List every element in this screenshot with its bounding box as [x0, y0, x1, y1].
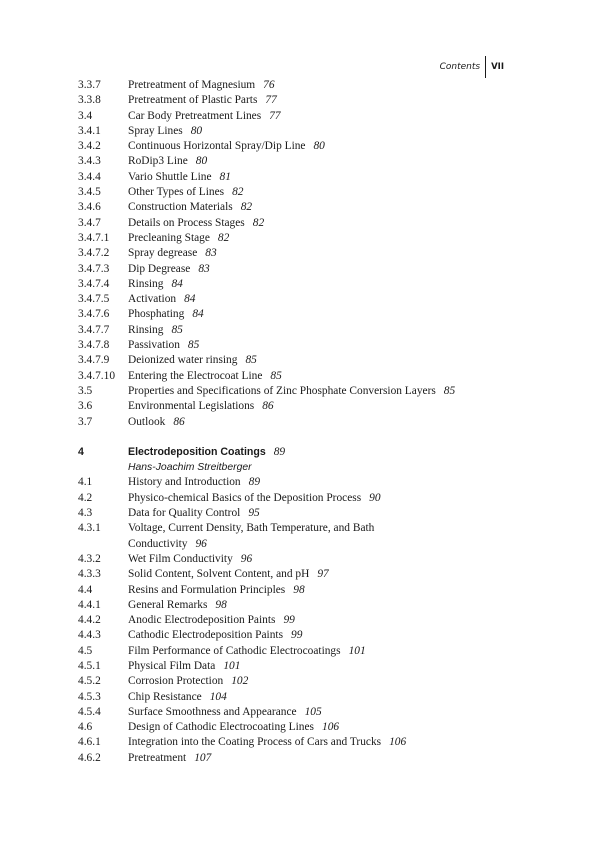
toc-entry-page: 80 [195, 155, 208, 168]
toc-entry[interactable] [78, 93, 548, 108]
toc-entry[interactable] [78, 323, 548, 338]
toc-entry-page: 85 [270, 369, 282, 382]
toc-entry-number: 4.3.3 [78, 568, 101, 581]
toc-entry-number: 3.4.6 [78, 201, 101, 214]
toc-entry-title: Anodic Electrodeposition Paints [128, 614, 276, 627]
header-divider [485, 56, 486, 78]
toc-entry-page: 107 [194, 751, 212, 764]
toc-entry-page: 80 [190, 124, 203, 137]
toc-entry-page: 99 [283, 614, 295, 627]
toc-entry[interactable] [78, 735, 548, 750]
toc-entry[interactable] [78, 659, 548, 674]
toc-entry[interactable] [78, 109, 548, 124]
toc-entry-page: 81 [219, 170, 231, 183]
toc-entry-title: Continuous Horizontal Spray/Dip Line [128, 140, 306, 153]
toc-entry-title: Physical Film Data [128, 659, 216, 672]
toc-entry-title: Deionized water rinsing [128, 354, 238, 367]
table-of-contents [78, 78, 548, 766]
toc-entry[interactable] [78, 491, 548, 506]
toc-entry-page: 82 [240, 201, 253, 214]
toc-entry-number: 3.4.5 [78, 186, 101, 199]
toc-entry[interactable] [78, 231, 548, 246]
toc-entry-title: Wet Film Conductivity [128, 552, 233, 565]
toc-entry-number: 3.4.7.2 [78, 247, 110, 260]
toc-entry-page: 95 [248, 507, 260, 520]
toc-entry-title: Activation [128, 293, 177, 306]
toc-entry[interactable] [78, 567, 548, 582]
toc-entry-title: Design of Cathodic Electrocoating Lines [128, 721, 314, 734]
toc-entry[interactable] [78, 613, 548, 628]
toc-entry-page: 96 [195, 537, 207, 550]
toc-entry-title: Conductivity [128, 537, 188, 550]
toc-entry[interactable] [78, 690, 548, 705]
toc-entry-number: 4.3 [78, 507, 93, 520]
toc-entry-page: 76 [263, 79, 275, 91]
toc-entry-page: 84 [171, 277, 183, 290]
toc-entry[interactable] [78, 751, 548, 766]
toc-entry-number: 4.5.2 [78, 675, 101, 688]
toc-entry-number: 3.4.7.9 [78, 354, 110, 367]
toc-entry[interactable] [78, 139, 548, 154]
toc-entry[interactable] [78, 644, 548, 659]
toc-entry-page: 83 [205, 247, 217, 260]
toc-entry-number: 3.4.4 [78, 170, 101, 183]
running-header [440, 56, 504, 78]
toc-entry-number: 3.6 [78, 400, 93, 413]
toc-entry-number: 3.4.7.8 [78, 339, 110, 352]
toc-entry-page: 80 [313, 140, 325, 153]
toc-entry-title: Voltage, Current Density, Bath Temperature, and Bath [128, 522, 375, 535]
toc-entry-number: 4.4.1 [78, 598, 101, 611]
toc-entry-title: Data for Quality Control [128, 507, 241, 520]
toc-entry-page: 82 [252, 216, 265, 229]
toc-entry-number: 3.4.3 [78, 155, 101, 168]
toc-entry-page: 77 [269, 109, 281, 122]
toc-entry-number: 3.4.7.6 [78, 308, 110, 321]
toc-entry[interactable] [78, 124, 548, 139]
toc-entry-page: 99 [291, 629, 303, 642]
toc-entry-title: History and Introduction [128, 476, 241, 489]
toc-section-chapter-3 [78, 78, 548, 430]
toc-entry-page: 104 [209, 690, 227, 703]
toc-entry-title: Resins and Formulation Principles [128, 583, 286, 596]
toc-entry-title: Phosphating [128, 308, 185, 321]
toc-entry-title: Vario Shuttle Line [128, 170, 212, 183]
toc-entry[interactable] [78, 384, 548, 399]
toc-entry[interactable] [78, 216, 548, 231]
toc-entry-page: 85 [187, 339, 200, 352]
toc-entry-page: 86 [173, 415, 185, 428]
toc-entry[interactable] [78, 262, 548, 277]
toc-entry-number: 3.4.2 [78, 140, 101, 153]
toc-entry-page: 82 [232, 186, 244, 199]
toc-entry-title: Surface Smoothness and Appearance [128, 705, 297, 718]
toc-entry-page: 85 [443, 384, 456, 397]
toc-entry[interactable] [78, 537, 548, 552]
toc-entry-number: 3.4.7.5 [78, 293, 110, 306]
toc-entry[interactable] [78, 78, 548, 93]
toc-entry-title: Cathodic Electrodeposition Paints [128, 629, 284, 642]
toc-entry-page: 98 [293, 583, 305, 596]
toc-chapter-number: 4 [78, 445, 84, 458]
toc-entry[interactable] [78, 154, 548, 169]
toc-entry-page: 77 [265, 94, 277, 107]
toc-chapter-title: Electrodeposition Coatings [128, 445, 266, 458]
toc-entry-title: Pretreatment [128, 751, 187, 764]
toc-entry-title: Properties and Specifications of Zinc Phosphate Conversion Layers [128, 384, 436, 397]
toc-entry[interactable] [78, 475, 548, 490]
toc-entry[interactable] [78, 598, 548, 613]
toc-entry-page: 89 [248, 476, 261, 489]
toc-entry-number: 4.5.3 [78, 690, 101, 703]
toc-entry-page: 83 [198, 262, 210, 275]
toc-entry-page: 106 [322, 721, 340, 734]
toc-entry-number: 4.6.1 [78, 736, 101, 749]
toc-entry-title: RoDip3 Line [128, 155, 188, 168]
toc-entry-number: 3.4.7.4 [78, 277, 110, 290]
toc-entry[interactable] [78, 705, 548, 720]
toc-entry-number: 4.5.1 [78, 659, 101, 672]
toc-entry-title: Pretreatment of Magnesium [128, 79, 256, 91]
toc-entry-number: 4.4.3 [78, 629, 101, 642]
toc-entry-page: 102 [231, 675, 249, 688]
toc-entry-title: Physico-chemical Basics of the Deposition Process [128, 491, 362, 504]
toc-entry-title: Film Performance of Cathodic Electrocoatings [128, 644, 341, 657]
toc-entry-page: 84 [192, 308, 204, 321]
toc-entry-number: 3.4.7.7 [78, 323, 110, 336]
toc-entry-number: 3.3.8 [78, 94, 101, 107]
toc-entry[interactable] [78, 185, 548, 200]
toc-entry-title: Spray degrease [128, 247, 198, 260]
toc-entry-title: Environmental Legislations [128, 400, 255, 413]
toc-entry-title: Rinsing [128, 277, 164, 290]
toc-entry[interactable] [78, 720, 548, 735]
toc-entry-title: Pretreatment of Plastic Parts [128, 94, 258, 107]
toc-entry-page: 82 [217, 231, 230, 244]
toc-entry-title: Construction Materials [128, 201, 233, 214]
toc-entry-page: 90 [369, 491, 381, 504]
toc-entry-page: 106 [389, 736, 407, 749]
toc-entry-page: 85 [245, 354, 257, 367]
toc-entry[interactable] [78, 353, 548, 368]
toc-entry[interactable] [78, 246, 548, 261]
toc-entry-number: 4.5.4 [78, 705, 101, 718]
toc-entry-page: 96 [240, 552, 253, 565]
toc-entry-number: 4.2 [78, 491, 93, 504]
toc-entry-number: 3.4.7.3 [78, 262, 110, 275]
toc-entry-number: 4.1 [78, 476, 93, 489]
toc-entry-page: 84 [184, 293, 196, 306]
toc-entry[interactable] [78, 369, 548, 384]
toc-entry[interactable] [78, 307, 548, 322]
toc-entry[interactable] [78, 399, 548, 414]
toc-entry-number: 4.4 [78, 583, 93, 596]
toc-entry-number: 4.5 [78, 644, 93, 657]
toc-entry-title: Details on Process Stages [128, 216, 245, 229]
toc-entry-title: Dip Degrease [128, 262, 191, 275]
toc-entry[interactable] [78, 583, 548, 598]
toc-entry-title: Car Body Pretreatment Lines [128, 109, 262, 122]
toc-entry-number: 3.7 [78, 415, 93, 428]
toc-entry[interactable] [78, 415, 548, 430]
toc-entry[interactable] [78, 277, 548, 292]
toc-entry-number: 3.4.7 [78, 216, 101, 229]
toc-entry[interactable] [78, 292, 548, 307]
toc-entry-title: Precleaning Stage [128, 231, 210, 244]
toc-entry-title: Rinsing [128, 323, 164, 336]
toc-chapter-heading [78, 445, 548, 460]
toc-entry-page: 101 [223, 659, 241, 672]
toc-entry-title: Entering the Electrocoat Line [128, 369, 263, 382]
toc-entry-number [78, 537, 128, 552]
toc-entry-title: Outlook [128, 415, 166, 428]
toc-entry-number: 4.6.2 [78, 751, 101, 764]
toc-entry-title: Other Types of Lines [128, 186, 225, 199]
toc-entry-page: 97 [317, 568, 329, 581]
running-header-title: Contents [439, 62, 481, 72]
page-number: VII [491, 62, 504, 72]
toc-entry-number: 3.3.7 [78, 79, 101, 91]
toc-chapter-author: Hans-Joachim Streitberger [128, 462, 252, 474]
toc-entry[interactable] [78, 170, 548, 185]
toc-entry-number: 3.5 [78, 384, 93, 397]
toc-entry[interactable] [78, 338, 548, 353]
toc-entry-title: Integration into the Coating Process of Cars and Trucks [128, 736, 382, 749]
toc-entry-number: 4.4.2 [78, 614, 101, 627]
toc-entry-number: 3.4 [78, 109, 93, 122]
toc-entry-number: 4.3.1 [78, 522, 101, 535]
toc-entry-number: 3.4.1 [78, 124, 101, 137]
toc-entry-number: 3.4.7.1 [78, 231, 110, 244]
toc-entry[interactable] [78, 674, 548, 689]
toc-entry-page: 105 [304, 705, 322, 718]
toc-entry[interactable] [78, 628, 548, 643]
toc-entry-title: Passivation [128, 339, 180, 352]
toc-entry-number: 3.4.7.10 [78, 369, 116, 382]
toc-entry-page: 98 [215, 598, 227, 611]
toc-entry-page: 86 [262, 400, 274, 413]
toc-entry[interactable] [78, 552, 548, 567]
toc-entry-title: Chip Resistance [128, 690, 202, 703]
toc-section-chapter-4 [78, 475, 548, 766]
toc-entry[interactable] [78, 200, 548, 215]
toc-entry-title: Corrosion Protection [128, 675, 224, 688]
toc-entry-title: Spray Lines [128, 124, 183, 137]
toc-entry-title: Solid Content, Solvent Content, and pH [128, 568, 310, 581]
toc-entry-title: General Remarks [128, 598, 208, 611]
toc-entry-page: 85 [171, 323, 183, 336]
toc-chapter-page: 89 [273, 445, 286, 458]
toc-chapter-author-row [78, 460, 548, 475]
toc-entry[interactable] [78, 521, 548, 536]
toc-entry-number: 4.3.2 [78, 552, 101, 565]
toc-entry-page: 101 [348, 644, 366, 657]
toc-entry[interactable] [78, 506, 548, 521]
toc-entry-number: 4.6 [78, 721, 93, 734]
